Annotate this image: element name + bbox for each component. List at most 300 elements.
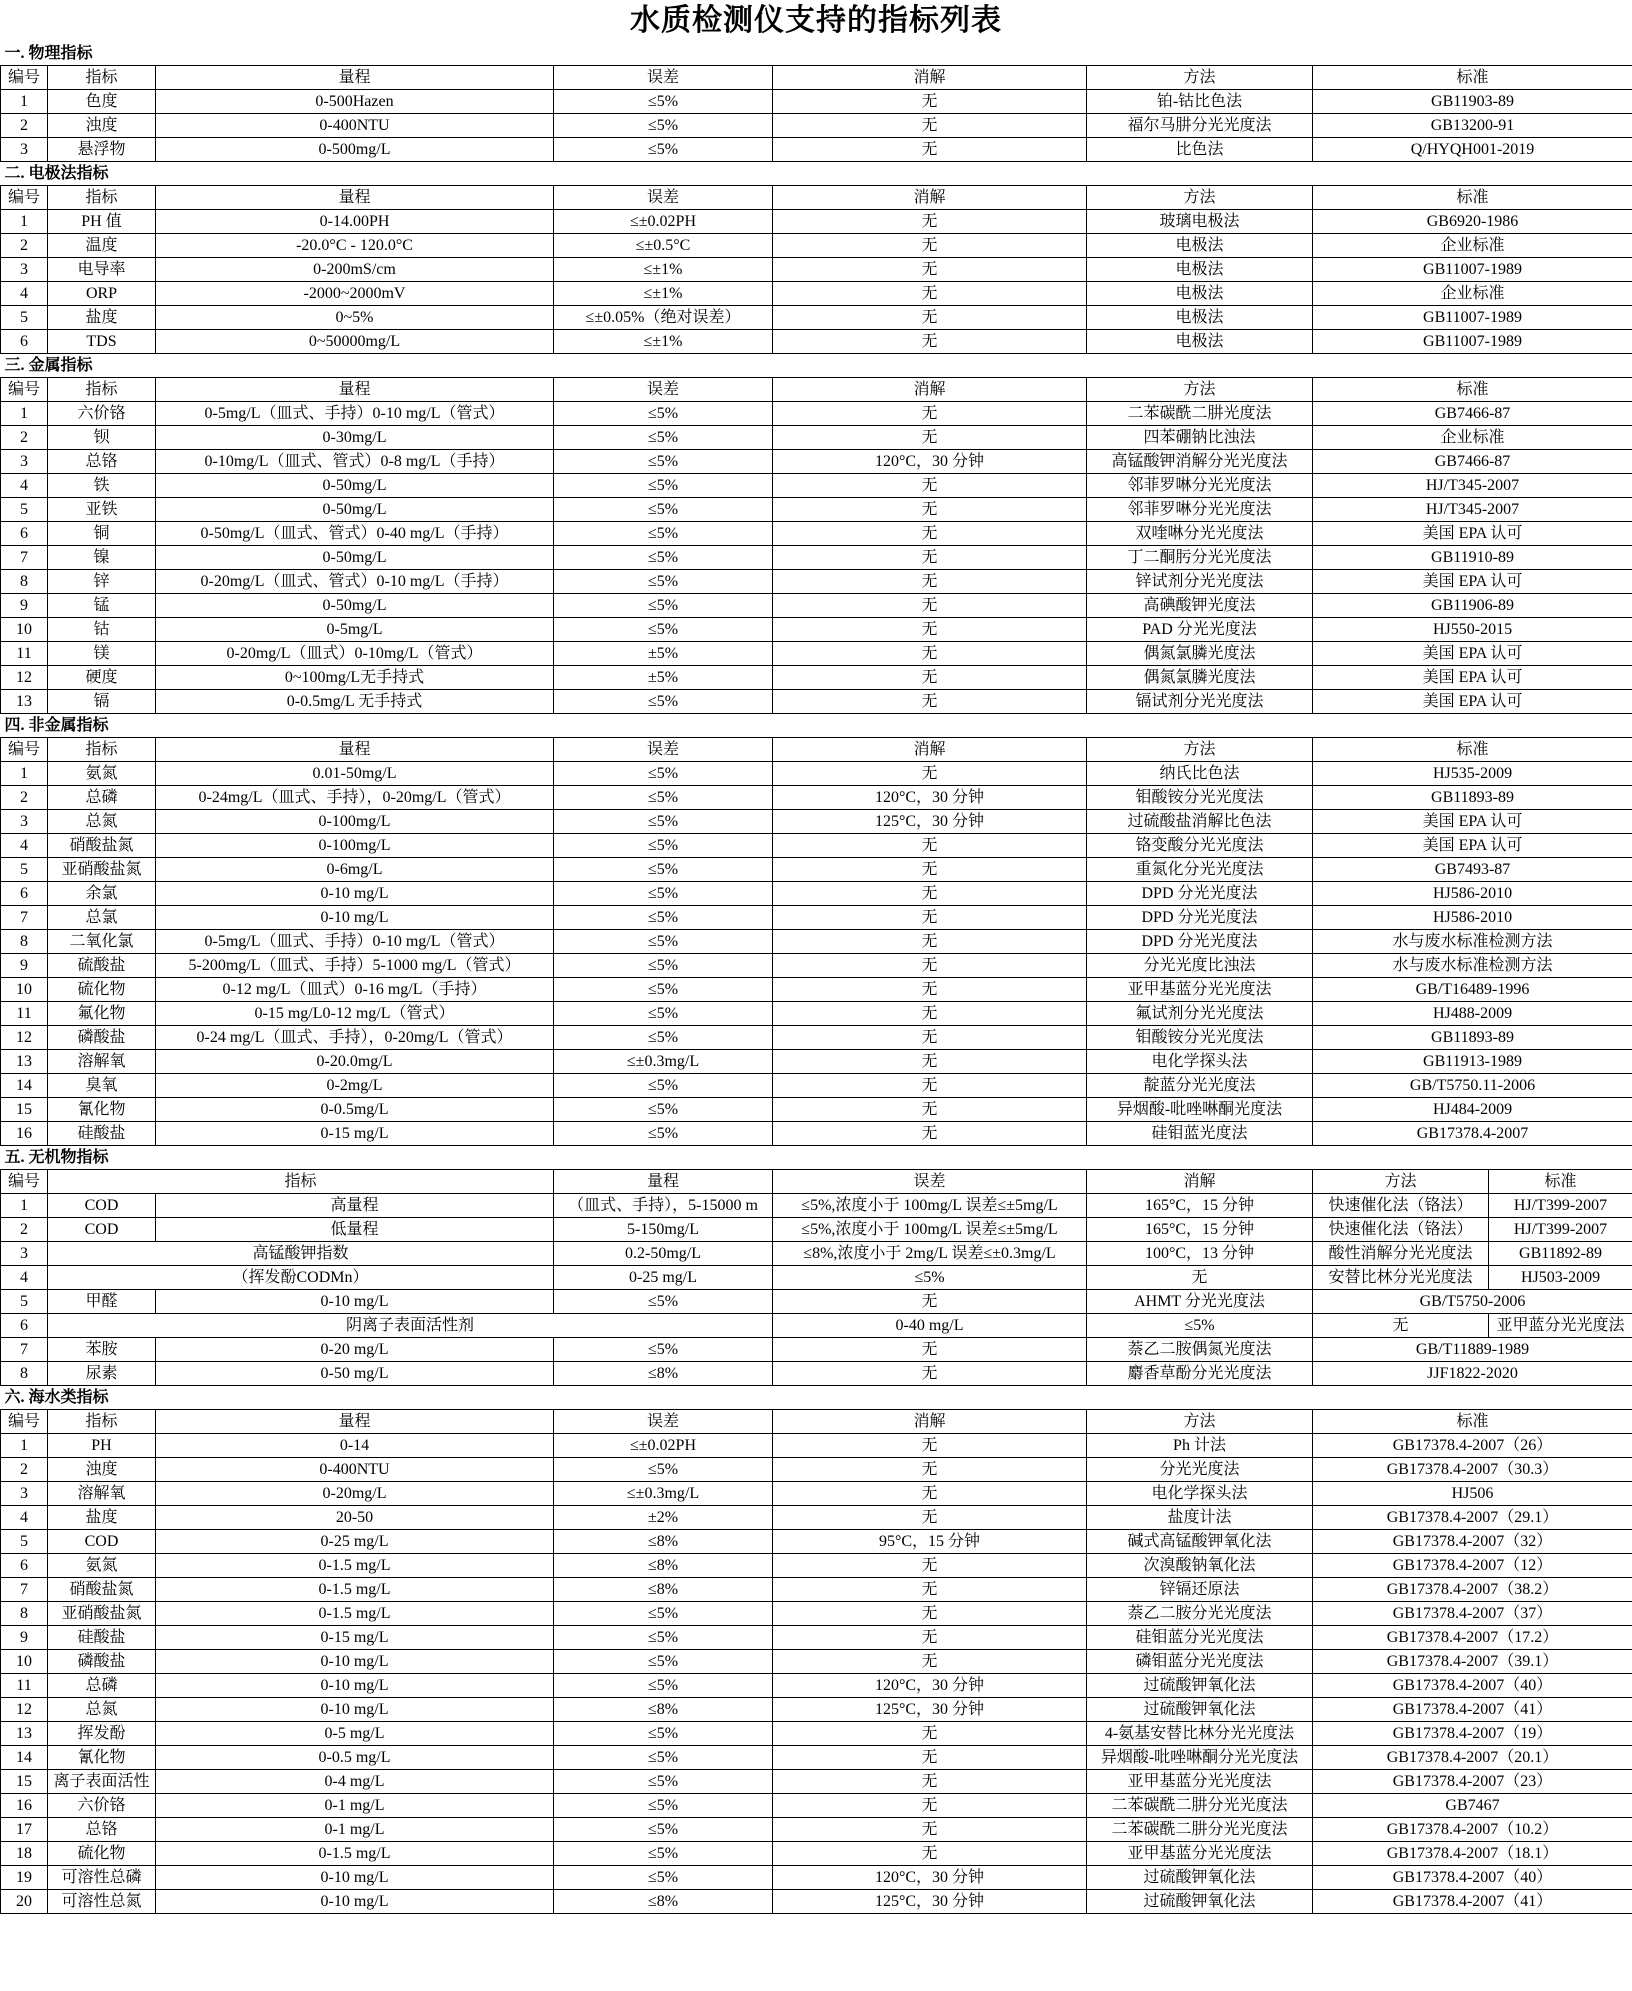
table-row [1,1002,1632,1026]
col-number: 1 [1,762,48,786]
col-digestion: 无 [773,1602,1087,1626]
col-digestion: 120°C，30 分钟 [773,1674,1087,1698]
col-indicator: 离子表面活性 [48,1770,156,1794]
col-method: 二苯碳酰二肼分光光度法 [1087,1818,1313,1842]
col-indicator: 浊度 [48,114,156,138]
col-standard: HJ506 [1313,1482,1632,1506]
document-title: 水质检测仪支持的指标列表 [630,4,1002,37]
col-digestion: 无 [773,618,1087,642]
col-method: 分光光度法 [1087,1458,1313,1482]
col-range: 0-14.00PH [156,210,554,234]
col-error-header: 误差 [554,378,773,402]
col-number: 6 [1,1554,48,1578]
col-standard: 水与废水标准检测方法 [1313,954,1632,978]
col-number: 10 [1,1650,48,1674]
col-number: 18 [1,1842,48,1866]
col-digestion: 120°C，30 分钟 [773,786,1087,810]
col-number: 11 [1,642,48,666]
col-number: 16 [1,1794,48,1818]
col-method: 磷钼蓝分光光度法 [1087,1650,1313,1674]
col-standard: HJ/T399-2007 [1489,1194,1632,1218]
col-method: 偶氮氯膦光度法 [1087,642,1313,666]
col-indicator: 盐度 [48,306,156,330]
table-row [1,1842,1632,1866]
col-digestion: 无 [1313,1314,1489,1338]
col-standard: 美国 EPA 认可 [1313,570,1632,594]
col-digestion: 无 [773,1338,1087,1362]
col-digestion: 无 [773,1122,1087,1146]
col-method: 电极法 [1087,330,1313,354]
col-error: ≤8% [554,1698,773,1722]
table-row [1,1602,1632,1626]
col-digestion: 无 [773,1482,1087,1506]
col-range: 0-500mg/L [156,138,554,162]
col-error-header: 误差 [554,1410,773,1434]
col-method: 过硫酸钾氧化法 [1087,1698,1313,1722]
col-range: 0-6mg/L [156,858,554,882]
col-number-header: 编号 [1,1170,48,1194]
col-standard: Q/HYQH001-2019 [1313,138,1632,162]
col-range: 0-5mg/L [156,618,554,642]
col-indicator: 硫化物 [48,978,156,1002]
col-standard: 企业标准 [1313,282,1632,306]
col-standard: GB17378.4-2007（20.1） [1313,1746,1632,1770]
col-method: 电极法 [1087,306,1313,330]
col-standard: 美国 EPA 认可 [1313,522,1632,546]
col-error: ≤5% [554,1074,773,1098]
col-range: 0-100mg/L [156,834,554,858]
col-number: 16 [1,1122,48,1146]
col-indicator: 甲醛 [48,1290,156,1314]
col-error: ≤5% [554,114,773,138]
col-method: 电极法 [1087,258,1313,282]
col-standard: GB17378.4-2007（23） [1313,1770,1632,1794]
section-title: 六. 海水类指标 [1,1386,1632,1410]
col-indicator: 溶解氧 [48,1050,156,1074]
col-number: 13 [1,1722,48,1746]
col-indicator: 硫酸盐 [48,954,156,978]
col-range: 0-100mg/L [156,810,554,834]
col-error: ≤5% [554,1794,773,1818]
col-standard: 企业标准 [1313,426,1632,450]
table-row [1,1554,1632,1578]
col-indicator: 浊度 [48,1458,156,1482]
col-digestion: 无 [773,498,1087,522]
col-indicator: 氰化物 [48,1746,156,1770]
col-digestion: 无 [773,1026,1087,1050]
col-indicator: 镉 [48,690,156,714]
col-digestion: 120°C，30 分钟 [773,1866,1087,1890]
col-error: ≤8% [554,1890,773,1914]
col-indicator-header: 指标 [48,738,156,762]
col-indicator: 氰化物 [48,1098,156,1122]
col-standard: GB17378.4-2007（18.1） [1313,1842,1632,1866]
col-number: 7 [1,1338,48,1362]
col-indicator: 总磷 [48,1674,156,1698]
col-subtype: 低量程 [156,1218,554,1242]
col-error: ≤8% [554,1530,773,1554]
col-method: 硅钼蓝光度法 [1087,1122,1313,1146]
col-error: ≤5% [554,1674,773,1698]
col-range: 0-20mg/L（皿式）0-10mg/L（管式） [156,642,554,666]
col-error: ≤5% [554,570,773,594]
table-row [1,834,1632,858]
col-digestion: 无 [773,834,1087,858]
col-range: 0-1.5 mg/L [156,1578,554,1602]
col-indicator: 钴 [48,618,156,642]
col-error: ≤5% [554,1818,773,1842]
col-indicator: 锰 [48,594,156,618]
col-digestion: 无 [773,1746,1087,1770]
col-range: 0-50mg/L [156,594,554,618]
table-row [1,1266,1632,1290]
table-row [1,1698,1632,1722]
col-digestion: 125°C，30 分钟 [773,810,1087,834]
section-title: 一. 物理指标 [1,42,1632,66]
col-method: 萘乙二胺分光光度法 [1087,1602,1313,1626]
col-method: 高碘酸钾光度法 [1087,594,1313,618]
col-method: 偶氮氯膦光度法 [1087,666,1313,690]
col-error: ≤5% [554,402,773,426]
col-range: 0-2mg/L [156,1074,554,1098]
col-number: 2 [1,1218,48,1242]
col-error: ≤5% [554,450,773,474]
col-range: 0.01-50mg/L [156,762,554,786]
table-body [1,42,1632,1914]
col-error: ≤5% [554,882,773,906]
col-error: ≤5% [554,1770,773,1794]
col-number: 9 [1,954,48,978]
col-digestion-header: 消解 [773,66,1087,90]
col-method: 亚甲基蓝分光光度法 [1087,1770,1313,1794]
col-number: 7 [1,906,48,930]
col-range: 0-50 mg/L [156,1362,554,1386]
col-number: 3 [1,810,48,834]
col-error: ≤8% [554,1362,773,1386]
col-error: ≤±1% [554,282,773,306]
col-standard: GB11906-89 [1313,594,1632,618]
table-row [1,1890,1632,1914]
col-indicator: 溶解氧 [48,1482,156,1506]
col-method: 过硫酸钾氧化法 [1087,1890,1313,1914]
col-standard: GB11910-89 [1313,546,1632,570]
table-row [1,546,1632,570]
col-error: ≤5% [554,594,773,618]
col-number: 3 [1,1242,48,1266]
col-number: 13 [1,690,48,714]
col-method: 电极法 [1087,282,1313,306]
col-number: 5 [1,1530,48,1554]
table-row [1,426,1632,450]
col-range: 0-1 mg/L [156,1818,554,1842]
col-indicator: 阴离子表面活性剂 [48,1314,773,1338]
col-error-header: 误差 [554,186,773,210]
col-method: 铬变酸分光光度法 [1087,834,1313,858]
col-digestion: 无 [773,234,1087,258]
col-standard: HJ586-2010 [1313,906,1632,930]
table-header-row [1,1170,1632,1194]
col-indicator: 余氯 [48,882,156,906]
col-error: ±5% [554,642,773,666]
col-standard-header: 标准 [1313,378,1632,402]
col-method: 钼酸铵分光光度法 [1087,786,1313,810]
col-standard: GB17378.4-2007（12） [1313,1554,1632,1578]
col-digestion: 125°C，30 分钟 [773,1698,1087,1722]
col-indicator: 总铬 [48,1818,156,1842]
col-method: 电极法 [1087,234,1313,258]
table-row [1,138,1632,162]
table-header-row [1,378,1632,402]
col-error: ≤8% [554,1554,773,1578]
table-row [1,594,1632,618]
table-row [1,882,1632,906]
col-method: 过硫酸钾氧化法 [1087,1674,1313,1698]
col-method-header: 方法 [1087,66,1313,90]
col-error: ≤±1% [554,330,773,354]
col-error: ≤5% [554,954,773,978]
col-standard: GB11007-1989 [1313,306,1632,330]
col-number: 10 [1,618,48,642]
table-row [1,1050,1632,1074]
col-error: ≤±0.5°C [554,234,773,258]
col-digestion: 无 [773,1050,1087,1074]
col-range: 0-10 mg/L [156,1698,554,1722]
col-indicator: 硅酸盐 [48,1626,156,1650]
table-row [1,1746,1632,1770]
col-range: 0-15 mg/L [156,1122,554,1146]
col-digestion: 无 [773,570,1087,594]
col-number: 1 [1,210,48,234]
col-digestion: 95°C，15 分钟 [773,1530,1087,1554]
col-range: 0-20mg/L [156,1482,554,1506]
col-method: 邻菲罗啉分光光度法 [1087,474,1313,498]
col-indicator: 氨氮 [48,762,156,786]
col-error: ≤5%,浓度小于 100mg/L 误差≤±5mg/L [773,1194,1087,1218]
table-row [1,1578,1632,1602]
col-error: ≤5% [554,498,773,522]
col-standard: GB/T5750.11-2006 [1313,1074,1632,1098]
col-method: 电化学探头法 [1087,1482,1313,1506]
table-row [1,690,1632,714]
col-range: 0-10mg/L（皿式、管式）0-8 mg/L（手持） [156,450,554,474]
col-error: ≤5% [554,474,773,498]
col-error-header: 误差 [554,738,773,762]
table-row [1,906,1632,930]
col-indicator: COD [48,1194,156,1218]
col-error: ≤8%,浓度小于 2mg/L 误差≤±0.3mg/L [773,1242,1087,1266]
col-number: 4 [1,474,48,498]
col-method: 快速催化法（铬法） [1313,1194,1489,1218]
col-number: 2 [1,114,48,138]
col-indicator: 二氧化氯 [48,930,156,954]
col-method: 次溴酸钠氧化法 [1087,1554,1313,1578]
table-row [1,642,1632,666]
col-range: 0-5 mg/L [156,1722,554,1746]
col-method: 安替比林分光光度法 [1313,1266,1489,1290]
col-method: 靛蓝分光光度法 [1087,1074,1313,1098]
table-row [1,234,1632,258]
table-row [1,210,1632,234]
col-method: 异烟酸-吡唑啉酮光度法 [1087,1098,1313,1122]
col-number: 19 [1,1866,48,1890]
col-range: 0-500Hazen [156,90,554,114]
col-standard: GB17378.4-2007（26） [1313,1434,1632,1458]
col-digestion-header: 消解 [773,378,1087,402]
col-digestion: 无 [773,1842,1087,1866]
col-number: 9 [1,1626,48,1650]
col-number: 5 [1,498,48,522]
col-error: ≤5% [554,522,773,546]
col-standard: 企业标准 [1313,234,1632,258]
col-error: ≤5% [554,1002,773,1026]
table-header-row [1,66,1632,90]
col-range: 0~5% [156,306,554,330]
col-digestion: 无 [773,1362,1087,1386]
table-row [1,1074,1632,1098]
table-row [1,762,1632,786]
col-number: 7 [1,546,48,570]
col-number-header: 编号 [1,378,48,402]
col-range: 0-1.5 mg/L [156,1602,554,1626]
section-title: 三. 金属指标 [1,354,1632,378]
col-error: ≤5% [554,1866,773,1890]
col-method: 过硫酸钾氧化法 [1087,1866,1313,1890]
col-indicator: 磷酸盐 [48,1026,156,1050]
col-standard: GB7493-87 [1313,858,1632,882]
col-standard: GB/T16489-1996 [1313,978,1632,1002]
col-method: 福尔马肼分光光度法 [1087,114,1313,138]
col-standard: GB17378.4-2007（30.3） [1313,1458,1632,1482]
col-error: ≤5% [554,690,773,714]
col-range-header: 量程 [156,738,554,762]
col-method: 氟试剂分光光度法 [1087,1002,1313,1026]
col-standard: 美国 EPA 认可 [1313,666,1632,690]
col-range: 0-0.5mg/L [156,1098,554,1122]
col-number-header: 编号 [1,186,48,210]
col-error: ≤5% [554,1650,773,1674]
col-number: 1 [1,1194,48,1218]
table-row [1,1794,1632,1818]
col-digestion: 无 [773,1098,1087,1122]
table-row [1,1770,1632,1794]
col-method: DPD 分光光度法 [1087,906,1313,930]
col-digestion: 无 [773,594,1087,618]
table-row [1,786,1632,810]
table-row [1,1098,1632,1122]
col-number: 13 [1,1050,48,1074]
col-method: 丁二酮肟分光光度法 [1087,546,1313,570]
col-range: 0-15 mg/L0-12 mg/L（管式） [156,1002,554,1026]
col-number: 3 [1,138,48,162]
col-indicator: ORP [48,282,156,306]
col-indicator: 可溶性总氮 [48,1890,156,1914]
table-header-row [1,1410,1632,1434]
col-error: ≤5% [554,1746,773,1770]
col-standard: GB17378.4-2007（32） [1313,1530,1632,1554]
col-range: 0~50000mg/L [156,330,554,354]
col-range: 0-0.5mg/L 无手持式 [156,690,554,714]
col-standard-header: 标准 [1489,1170,1632,1194]
col-range: 0-12 mg/L（皿式）0-16 mg/L（手持） [156,978,554,1002]
col-range-header: 量程 [156,1410,554,1434]
col-indicator: 六价铬 [48,402,156,426]
col-method: 比色法 [1087,138,1313,162]
table-row [1,618,1632,642]
col-indicator: 总磷 [48,786,156,810]
section-title-row [1,162,1632,186]
col-indicator: 锌 [48,570,156,594]
col-method: 镉试剂分光光度法 [1087,690,1313,714]
col-range: 0-10 mg/L [156,1890,554,1914]
col-digestion: 无 [773,258,1087,282]
col-indicator: 氨氮 [48,1554,156,1578]
col-error: ≤5% [554,1458,773,1482]
col-method: 钼酸铵分光光度法 [1087,1026,1313,1050]
table-row [1,1338,1632,1362]
col-range: 5-200mg/L（皿式、手持）5-1000 mg/L（管式） [156,954,554,978]
col-error: ≤5% [554,1122,773,1146]
col-error: ≤±0.05%（绝对误差） [554,306,773,330]
col-number: 8 [1,1602,48,1626]
col-error: ≤5% [554,138,773,162]
col-method: 双喹啉分光光度法 [1087,522,1313,546]
col-digestion: 无 [773,1458,1087,1482]
col-range: 0-14 [156,1434,554,1458]
col-standard: GB17378.4-2007（40） [1313,1866,1632,1890]
col-method: 分光光度比浊法 [1087,954,1313,978]
col-indicator: 磷酸盐 [48,1650,156,1674]
col-method: 二苯碳酰二肼光度法 [1087,402,1313,426]
table-row [1,1674,1632,1698]
table-row [1,1458,1632,1482]
col-digestion: 无 [773,546,1087,570]
col-range: 0-10 mg/L [156,882,554,906]
col-standard: HJ/T345-2007 [1313,498,1632,522]
col-indicator: 盐度 [48,1506,156,1530]
col-indicator: 悬浮物 [48,138,156,162]
col-range: 20-50 [156,1506,554,1530]
col-method: 铂-钴比色法 [1087,90,1313,114]
col-range: 0-20mg/L（皿式、管式）0-10 mg/L（手持） [156,570,554,594]
col-error: ≤5% [554,978,773,1002]
col-digestion: 无 [773,90,1087,114]
col-range-header: 量程 [156,66,554,90]
col-indicator: 苯胺 [48,1338,156,1362]
col-error: ≤±0.02PH [554,210,773,234]
col-number: 4 [1,1506,48,1530]
col-method-header: 方法 [1087,738,1313,762]
col-indicator: COD [48,1530,156,1554]
col-indicator: 六价铬 [48,1794,156,1818]
col-method: 重氮化分光光度法 [1087,858,1313,882]
col-indicator: COD [48,1218,156,1242]
table-row [1,1530,1632,1554]
col-method: 硅钼蓝分光光度法 [1087,1626,1313,1650]
col-error: ≤5% [1087,1314,1313,1338]
col-standard: GB17378.4-2007（37） [1313,1602,1632,1626]
col-range: 0-400NTU [156,1458,554,1482]
table-row [1,522,1632,546]
col-standard: GB17378.4-2007 [1313,1122,1632,1146]
col-standard: GB7466-87 [1313,402,1632,426]
col-standard: HJ488-2009 [1313,1002,1632,1026]
col-digestion: 无 [773,954,1087,978]
col-standard: GB17378.4-2007（19） [1313,1722,1632,1746]
table-row [1,858,1632,882]
col-method: 异烟酸-吡唑啉酮分光光度法 [1087,1746,1313,1770]
table-header-row [1,186,1632,210]
col-method: DPD 分光光度法 [1087,882,1313,906]
